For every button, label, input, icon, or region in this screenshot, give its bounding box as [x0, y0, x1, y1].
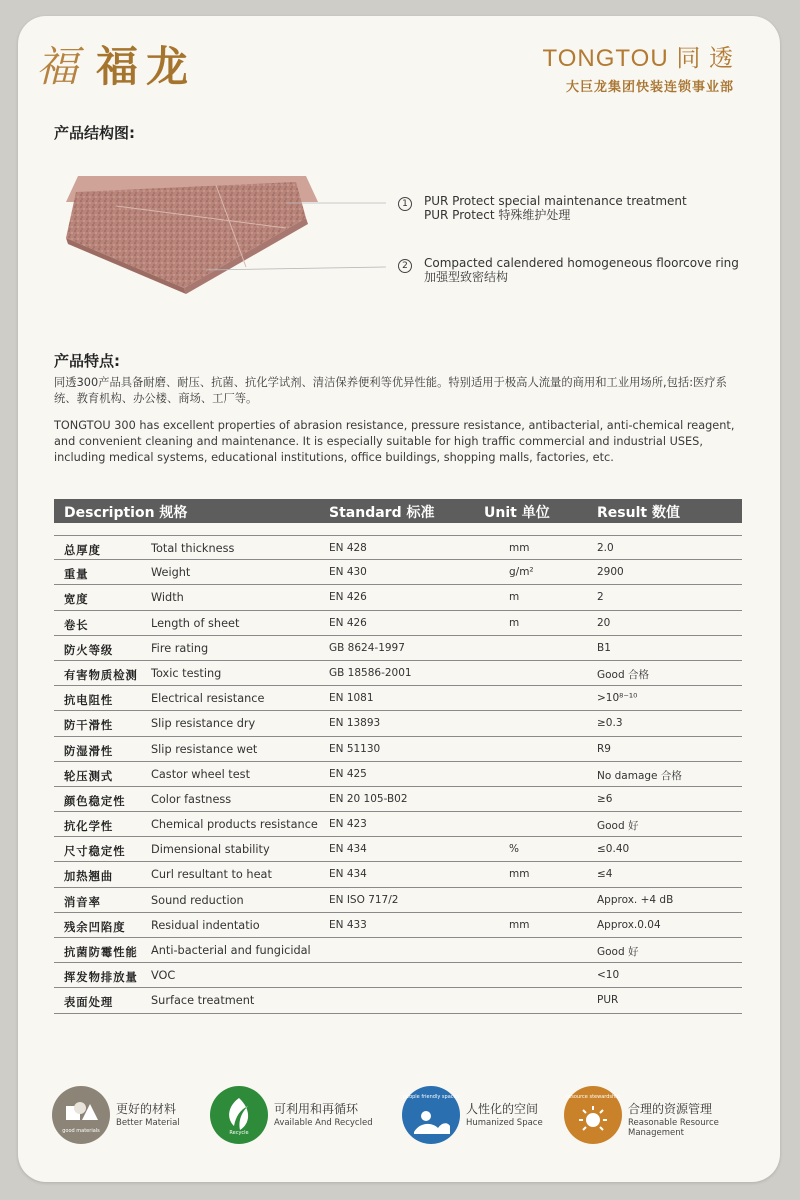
row-standard: EN 1081 — [329, 692, 374, 705]
spec-table-header — [54, 499, 742, 523]
row-cn: 总厚度 — [64, 544, 101, 557]
humanized-space-icon — [402, 1086, 460, 1144]
row-cn: 残余凹陷度 — [64, 920, 126, 934]
row-result: ≥6 — [597, 792, 613, 805]
row-description: Chemical products resistance — [151, 818, 318, 832]
table-row — [54, 535, 742, 560]
row-unit: mm — [509, 542, 530, 554]
row-standard: EN 426 — [329, 616, 367, 629]
spec-table — [54, 499, 742, 1014]
row-standard: EN 13893 — [329, 717, 381, 730]
row-description: Length of sheet — [151, 616, 240, 630]
badge-2-en: Available And Recycled — [274, 1118, 373, 1128]
row-standard: GB 18586-2001 — [329, 666, 412, 679]
row-cn: 重量 — [64, 568, 89, 582]
row-result: Approx.0.04 — [597, 918, 661, 931]
table-row — [54, 636, 742, 661]
row-cn: 抗菌防霉性能 — [64, 946, 138, 959]
row-result: ≤4 — [597, 868, 613, 881]
badge-3-en: Humanized Space — [466, 1118, 543, 1128]
floor-sample-illustration — [56, 170, 776, 320]
row-result: 20 — [597, 616, 611, 629]
row-unit: mm — [509, 868, 530, 881]
row-cn: 卷长 — [64, 618, 89, 632]
row-cn: 挥发物排放量 — [64, 971, 138, 985]
row-cn: 轮压测式 — [64, 769, 114, 783]
table-row — [54, 913, 742, 938]
row-description: Width — [151, 591, 184, 605]
row-result: >10⁸⁻¹⁰ — [597, 692, 638, 705]
row-cn: 消音率 — [64, 895, 101, 909]
row-description: Surface treatment — [151, 994, 255, 1008]
row-cn: 抗化学性 — [64, 820, 114, 834]
row-cn: 抗电阻性 — [64, 694, 114, 708]
row-unit: m — [509, 591, 520, 604]
table-row — [54, 686, 742, 711]
tongtou-brand — [543, 38, 734, 73]
badge-1-tiny: good materials — [62, 1128, 100, 1134]
row-standard: EN ISO 717/2 — [329, 893, 399, 906]
table-row — [54, 762, 742, 787]
row-result: Good 好 — [597, 946, 639, 958]
row-standard: EN 425 — [329, 767, 367, 780]
layer-1-number: 1 — [398, 197, 412, 211]
table-row — [54, 787, 742, 812]
row-result: Good 好 — [597, 820, 639, 833]
header-gap — [54, 523, 742, 535]
row-standard: GB 8624-1997 — [329, 641, 405, 654]
badge-2-cn: 可利用和再循环 — [274, 1102, 359, 1116]
badge-3-cn: 人性化的空间 — [466, 1102, 539, 1116]
table-row — [54, 812, 742, 837]
row-description: Slip resistance dry — [151, 717, 256, 731]
layer-2-cn: 加强型致密结构 — [424, 270, 509, 284]
row-description: Anti-bacterial and fungicidal — [151, 944, 311, 957]
row-description: VOC — [151, 969, 176, 983]
row-standard: EN 434 — [329, 843, 367, 856]
features-en: TONGTOU 300 has excellent properties of abrasion resistance, pressure resistance, antibacterial, anti-chemical reagent, and convenient cleaning and maintenance. It is especially suitable for high traffic commercial and industrial USES, including medical systems, educational institutions, office buildings, shopping malls, factories, etc. — [54, 419, 735, 464]
row-result: ≥0.3 — [597, 717, 623, 730]
table-row — [54, 585, 742, 610]
spec-table-body — [54, 535, 742, 1014]
header-description: Description 规格 — [64, 505, 188, 521]
row-description: Electrical resistance — [151, 692, 265, 706]
resource-sun-icon — [564, 1086, 622, 1144]
badge-1-en: Better Material — [116, 1118, 180, 1128]
row-standard: EN 434 — [329, 868, 367, 881]
features-title: 产品特点: — [54, 352, 120, 370]
table-row — [54, 963, 742, 988]
row-result: <10 — [597, 969, 620, 982]
brand-swirl-glyph: 福 — [36, 42, 87, 91]
table-row — [54, 938, 742, 963]
table-row — [54, 862, 742, 887]
layer-1-note — [398, 194, 687, 222]
row-cn: 宽度 — [64, 593, 89, 607]
table-row — [54, 661, 742, 686]
row-description: Slip resistance wet — [151, 742, 258, 756]
badge-4-cn: 合理的资源管理 — [628, 1102, 713, 1116]
row-cn: 防湿滑性 — [64, 744, 114, 758]
row-standard: EN 426 — [329, 591, 367, 604]
brand-logo — [36, 34, 196, 94]
badge-2-tiny: Recycle — [229, 1130, 249, 1136]
header-unit: Unit 单位 — [484, 505, 550, 521]
row-standard: EN 433 — [329, 918, 367, 931]
features-cn: 同透300产品具备耐磨、耐压、抗菌、抗化学试剂、清洁保养便利等优异性能。特别适用于极高人流量的商用和工业用场所,包括:医疗系统、教育机构、办公楼、商场、工厂等。 — [54, 376, 727, 405]
row-unit: g/m² — [509, 566, 534, 579]
tongtou-cn: 同 透 — [676, 45, 734, 72]
row-cn: 表面处理 — [64, 996, 114, 1010]
layer-1-en: PUR Protect special maintenance treatment — [424, 194, 687, 208]
row-result: 2.0 — [597, 542, 614, 554]
layer-2-en: Compacted calendered homogeneous floorcove ring — [424, 256, 739, 270]
row-cn: 颜色稳定性 — [64, 794, 126, 808]
row-result: Good 合格 — [597, 668, 649, 681]
badges-row — [52, 1086, 772, 1156]
table-row — [54, 837, 742, 862]
row-result: B1 — [597, 641, 611, 654]
row-result: No damage 合格 — [597, 769, 682, 782]
table-row — [54, 560, 742, 585]
brand-name-cn: 福龙 — [96, 42, 197, 91]
table-row — [54, 611, 742, 636]
row-cn: 加热翘曲 — [64, 870, 114, 884]
row-description: Sound reduction — [151, 893, 244, 907]
badge-4-en-line2: Management — [628, 1128, 684, 1138]
row-cn: 防干滑性 — [64, 719, 114, 733]
layer-2-number: 2 — [398, 259, 412, 273]
row-standard: EN 423 — [329, 818, 367, 831]
badge-4-en-line1: Reasonable Resource — [628, 1118, 719, 1128]
row-result: 2 — [597, 591, 604, 604]
row-description: Total thickness — [151, 542, 235, 555]
badge-1-cn: 更好的材料 — [116, 1102, 177, 1116]
row-standard: EN 428 — [329, 542, 367, 554]
badge-4-en — [628, 1118, 719, 1138]
header-standard: Standard 标准 — [329, 505, 435, 521]
row-unit: mm — [509, 918, 530, 931]
structure-diagram — [56, 170, 776, 320]
row-result: R9 — [597, 742, 611, 755]
structure-title: 产品结构图: — [54, 124, 135, 142]
row-result: Approx. +4 dB — [597, 893, 674, 906]
row-result: 2900 — [597, 566, 624, 579]
row-cn: 有害物质检测 — [64, 668, 138, 682]
table-row — [54, 988, 742, 1013]
row-description: Toxic testing — [151, 666, 222, 680]
recycle-leaf-icon — [210, 1086, 268, 1144]
layer-1-cn: PUR Protect 特殊维护处理 — [424, 208, 571, 222]
tongtou-en: TONGTOU — [542, 45, 669, 72]
row-standard: EN 20 105-B02 — [329, 792, 408, 805]
row-result: ≤0.40 — [597, 843, 630, 856]
better-material-icon — [52, 1086, 110, 1144]
badge-4-tiny: resource stewardship — [566, 1094, 620, 1100]
row-unit: m — [509, 616, 520, 629]
table-row — [54, 737, 742, 762]
row-result: PUR — [597, 994, 619, 1007]
company-tagline: 大巨龙集团快装连锁事业部 — [565, 80, 734, 95]
row-description: Weight — [151, 566, 191, 580]
row-cn: 防火等级 — [64, 643, 114, 657]
row-description: Dimensional stability — [151, 843, 270, 857]
row-standard: EN 51130 — [329, 742, 381, 755]
table-row — [54, 711, 742, 736]
row-cn: 尺寸稳定性 — [64, 845, 126, 859]
layer-2-note — [398, 256, 739, 284]
table-row — [54, 888, 742, 913]
row-standard: EN 430 — [329, 566, 367, 579]
row-description: Castor wheel test — [151, 767, 250, 781]
header-result: Result 数值 — [597, 505, 680, 521]
row-description: Fire rating — [151, 641, 209, 655]
row-description: Color fastness — [151, 792, 232, 806]
row-description: Curl resultant to heat — [151, 868, 272, 882]
row-description: Residual indentatio — [151, 918, 260, 932]
row-unit: % — [509, 843, 519, 856]
badge-3-tiny: people friendly spaces — [402, 1094, 460, 1100]
